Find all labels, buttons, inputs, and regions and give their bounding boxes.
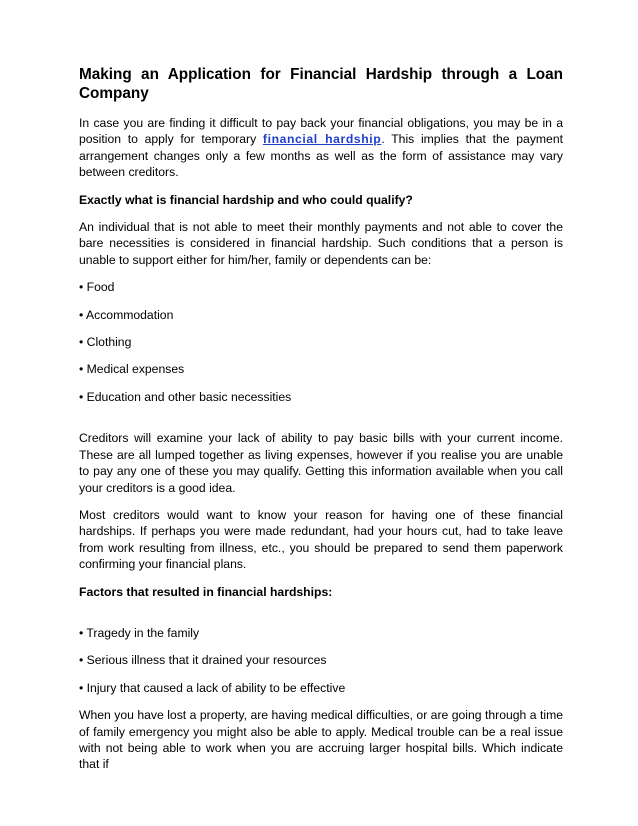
list-item: • Serious illness that it drained your resources bbox=[79, 653, 327, 668]
document-title: Making an Application for Financial Hardship through a Loan Company bbox=[79, 66, 563, 102]
list-item: • Food bbox=[79, 280, 115, 295]
list-item: • Medical expenses bbox=[79, 362, 185, 377]
list-item: • Education and other basic necessities bbox=[79, 389, 292, 404]
closing-paragraph: When you have lost a property, are having medical difficulties, or are going through a time of family emergency you might also be able to apply. Medical trouble can be a real issue with not being able to work when you are accruing larger hospital bills. Which indicate that if bbox=[79, 708, 563, 772]
intro-paragraph bbox=[79, 115, 563, 181]
list-item: • Injury that caused a lack of ability to be effective bbox=[79, 680, 346, 695]
creditors-paragraph: Creditors will examine your lack of ability to pay basic bills with your current income. These are all lumped together as living expenses, however if you realise you are unable to pay any one of these you may qualify. Getting this information available when you call your creditors is a good idea. bbox=[79, 431, 563, 495]
qualify-paragraph: An individual that is not able to meet their monthly payments and not able to cover the bare necessities is considered in financial hardship. Such conditions that a person is unable to support either for him/her, family or dependents can be: bbox=[79, 220, 563, 267]
list-item: • Clothing bbox=[79, 335, 132, 350]
section-heading-qualify: Exactly what is financial hardship and who could qualify? bbox=[79, 192, 413, 207]
financial-hardship-link[interactable]: financial hardship bbox=[262, 132, 382, 147]
list-item: • Tragedy in the family bbox=[79, 625, 200, 640]
intro-text-after: . This implies that the payment arrangement changes only a few months as well as the form of assistance may vary between creditors. bbox=[79, 132, 564, 180]
intro-text-before: In case you are finding it difficult to pay back your financial obligations, you may be in a position to apply for temporary bbox=[79, 116, 563, 147]
reason-paragraph: Most creditors would want to know your reason for having one of these financial hardships. If perhaps you were made redundant, had your hours cut, had to take leave from work resulting from illness, etc., you should be prepared to send them paperwork confirming your financial plans. bbox=[79, 507, 563, 572]
list-item: • Accommodation bbox=[79, 307, 174, 322]
document-page bbox=[79, 66, 563, 784]
section-heading-factors: Factors that resulted in financial hardships: bbox=[79, 584, 333, 599]
